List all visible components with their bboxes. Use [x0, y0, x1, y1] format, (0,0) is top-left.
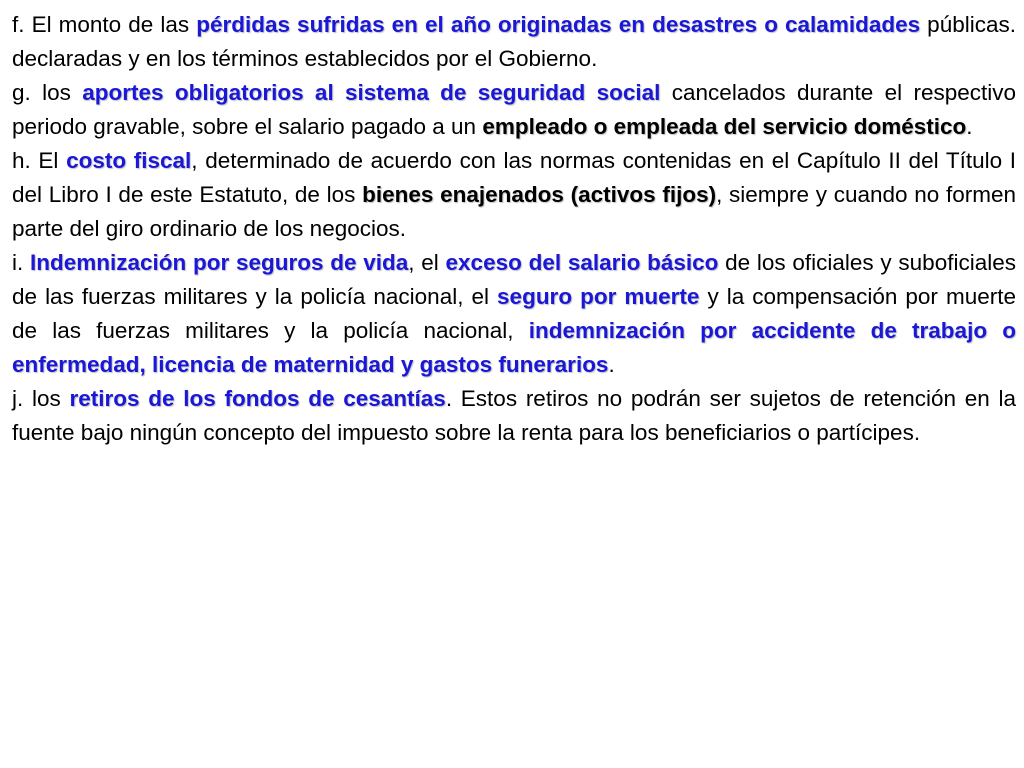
body-text: g. los [12, 80, 83, 105]
body-text: , el [408, 250, 446, 275]
highlighted-term: aportes obligatorios al sistema de seguridad social [82, 80, 661, 105]
highlighted-term: pérdidas sufridas en el año originadas en desastres o calamidades [196, 12, 921, 37]
paragraph-j [12, 382, 1016, 450]
paragraph-g [12, 76, 1016, 144]
body-text: , siempre y cuando no formen parte del giro ordinario de los negocios. [12, 182, 1017, 241]
body-text: i. [12, 250, 30, 275]
body-text: y la compensación por muerte de las fuerzas militares y la policía nacional, [12, 284, 1016, 343]
bold-term: empleado o empleada del servicio doméstico [482, 114, 967, 139]
body-text: de los oficiales y suboficiales de las fuerzas militares y la policía nacional, el [12, 250, 1016, 309]
highlighted-term: seguro por muerte [497, 284, 700, 309]
slide-text-body [12, 8, 1016, 450]
body-text: , determinado de acuerdo con las normas contenidas en el Capítulo II del Título I del Libro I de este Estatuto, de los [12, 148, 1017, 207]
highlighted-term: indemnización por accidente de trabajo o enfermedad, licencia de maternidad y gastos funerarios [12, 318, 1016, 377]
body-text: . [966, 114, 973, 139]
highlighted-term: retiros de los fondos de cesantías [69, 386, 446, 411]
body-text: . Estos retiros no podrán ser sujetos de retención en la fuente bajo ningún concepto del impuesto sobre la renta para los beneficiarios o partícipes. [12, 386, 1017, 445]
paragraph-f [12, 8, 1016, 76]
body-text: f. El monto de las [12, 12, 197, 37]
highlighted-term: Indemnización por seguros de vida [30, 250, 409, 275]
body-text: h. El [12, 148, 67, 173]
body-text: cancelados durante el respectivo periodo gravable, sobre el salario pagado a un [12, 80, 1017, 139]
paragraph-i [12, 246, 1016, 382]
highlighted-term: costo fiscal [66, 148, 192, 173]
body-text: . [608, 352, 615, 377]
body-text: j. los [12, 386, 70, 411]
body-text: públicas. declaradas y en los términos establecidos por el Gobierno. [12, 12, 1016, 71]
highlighted-term: exceso del salario básico [445, 250, 719, 275]
paragraph-h [12, 144, 1016, 246]
bold-term: bienes enajenados (activos fijos) [362, 182, 717, 207]
